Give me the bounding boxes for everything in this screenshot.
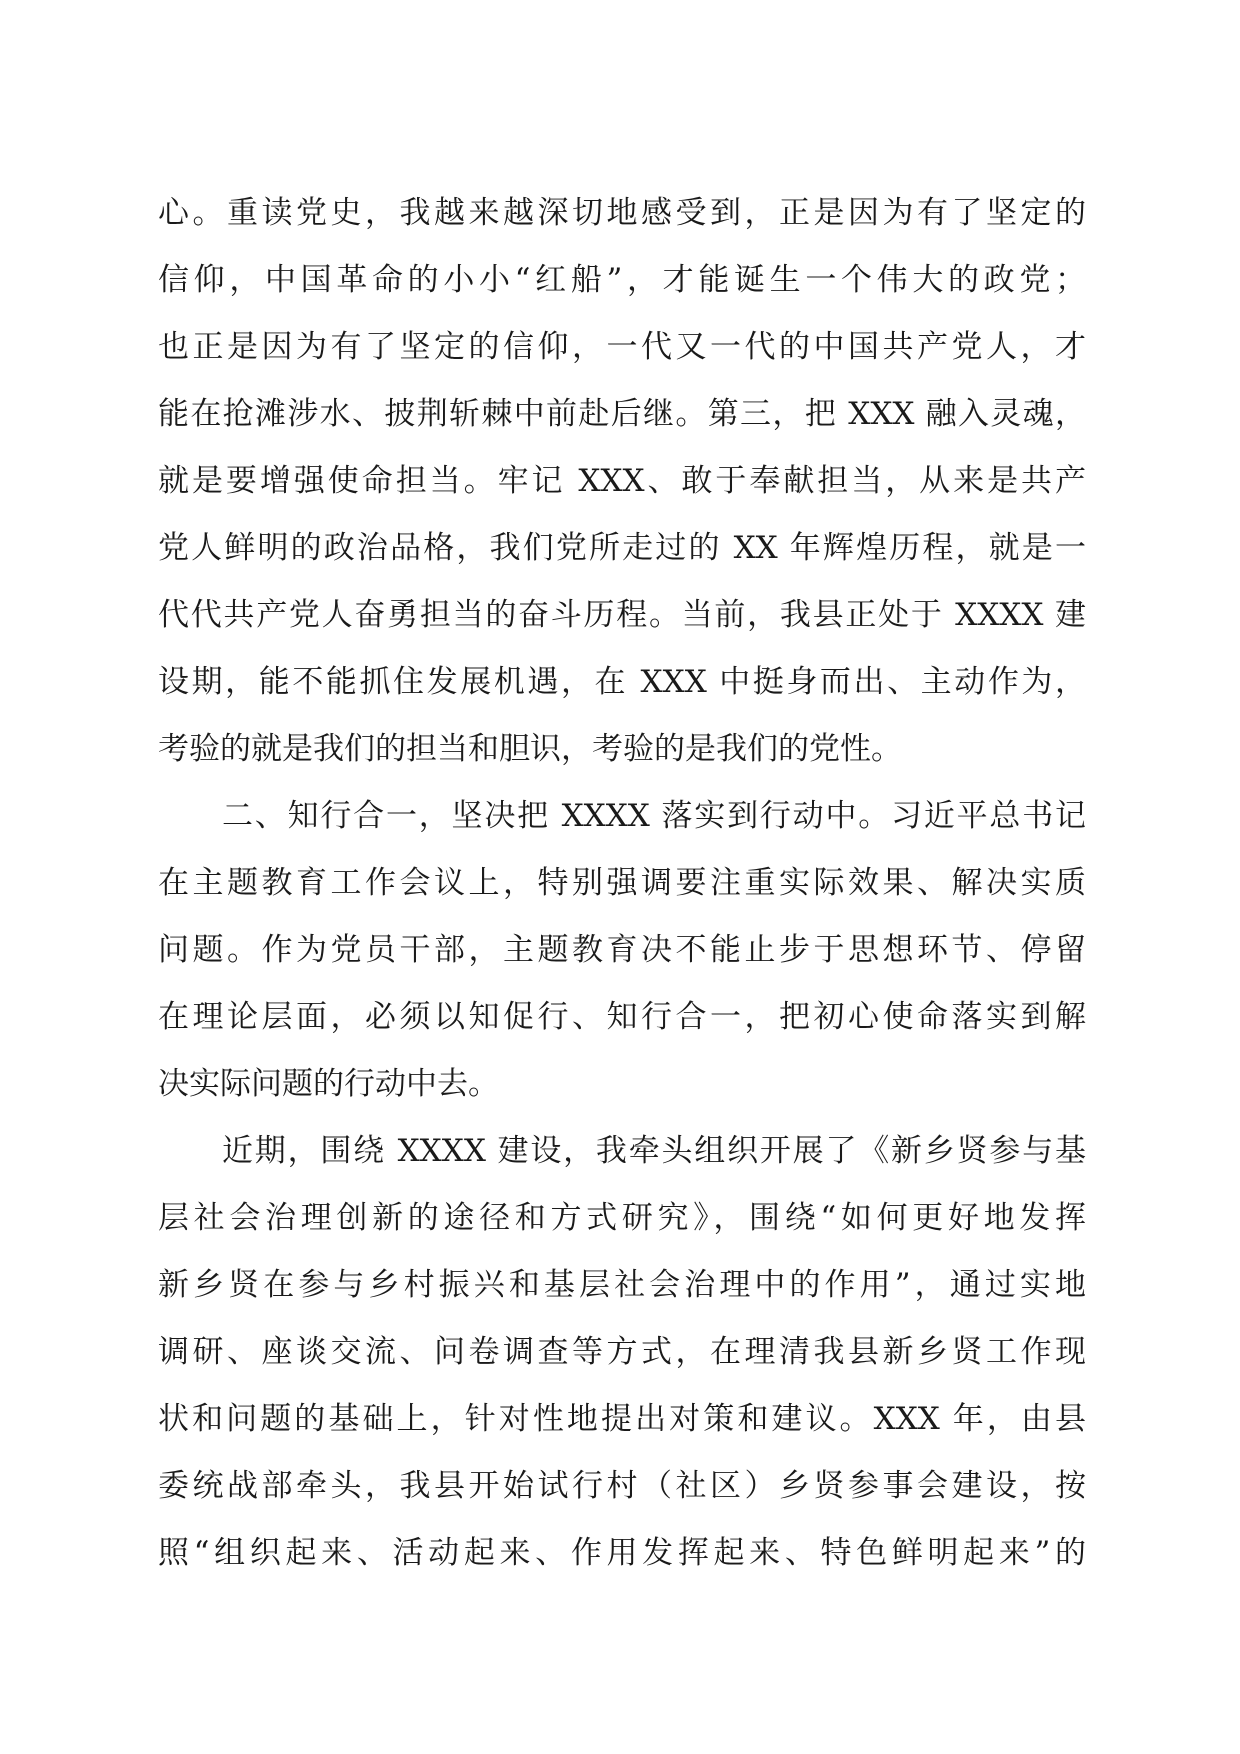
text-line: 委统战部牵头，我县开始试行村（社区）乡贤参事会建设，按 xyxy=(158,1468,1086,1504)
text-line: 近期，围绕 XXXX 建设，我牵头组织开展了《新乡贤参与基 xyxy=(222,1133,1086,1169)
text-line: 心。重读党史，我越来越深切地感受到，正是因为有了坚定的 xyxy=(158,195,1086,231)
text-line: 照“组织起来、活动起来、作用发挥起来、特色鲜明起来”的 xyxy=(158,1535,1086,1571)
text-line: 层社会治理创新的途径和方式研究》，围绕“如何更好地发挥 xyxy=(158,1200,1086,1236)
text-line: 也正是因为有了坚定的信仰，一代又一代的中国共产党人，才 xyxy=(158,329,1086,365)
text-line: 决实际问题的行动中去。 xyxy=(158,1066,499,1102)
document-body xyxy=(158,180,1086,1587)
text-line: 调研、座谈交流、问卷调查等方式，在理清我县新乡贤工作现 xyxy=(158,1334,1086,1370)
text-line: 在主题教育工作会议上，特别强调要注重实际效果、解决实质 xyxy=(158,865,1086,901)
text-line: 新乡贤在参与乡村振兴和基层社会治理中的作用”，通过实地 xyxy=(158,1267,1086,1303)
text-line: 就是要增强使命担当。牢记 XXX、敢于奉献担当，从来是共产 xyxy=(158,463,1086,499)
text-line: 在理论层面，必须以知促行、知行合一，把初心使命落实到解 xyxy=(158,999,1086,1035)
text-line: 代代共产党人奋勇担当的奋斗历程。当前，我县正处于 XXXX 建 xyxy=(158,597,1086,633)
text-line: 考验的就是我们的担当和胆识，考验的是我们的党性。 xyxy=(158,731,902,767)
text-line: 状和问题的基础上，针对性地提出对策和建议。XXX 年，由县 xyxy=(158,1401,1086,1437)
text-line: 党人鲜明的政治品格，我们党所走过的 XX 年辉煌历程，就是一 xyxy=(158,530,1086,566)
text-line: 设期，能不能抓住发展机遇，在 XXX 中挺身而出、主动作为， xyxy=(158,664,1086,700)
text-line: 二、知行合一，坚决把 XXXX 落实到行动中。习近平总书记 xyxy=(222,798,1086,834)
text-line: 问题。作为党员干部，主题教育决不能止步于思想环节、停留 xyxy=(158,932,1086,968)
text-line: 能在抢滩涉水、披荆斩棘中前赴后继。第三，把 XXX 融入灵魂， xyxy=(158,396,1086,432)
text-line: 信仰，中国革命的小小“红船”，才能诞生一个伟大的政党； xyxy=(158,262,1086,298)
